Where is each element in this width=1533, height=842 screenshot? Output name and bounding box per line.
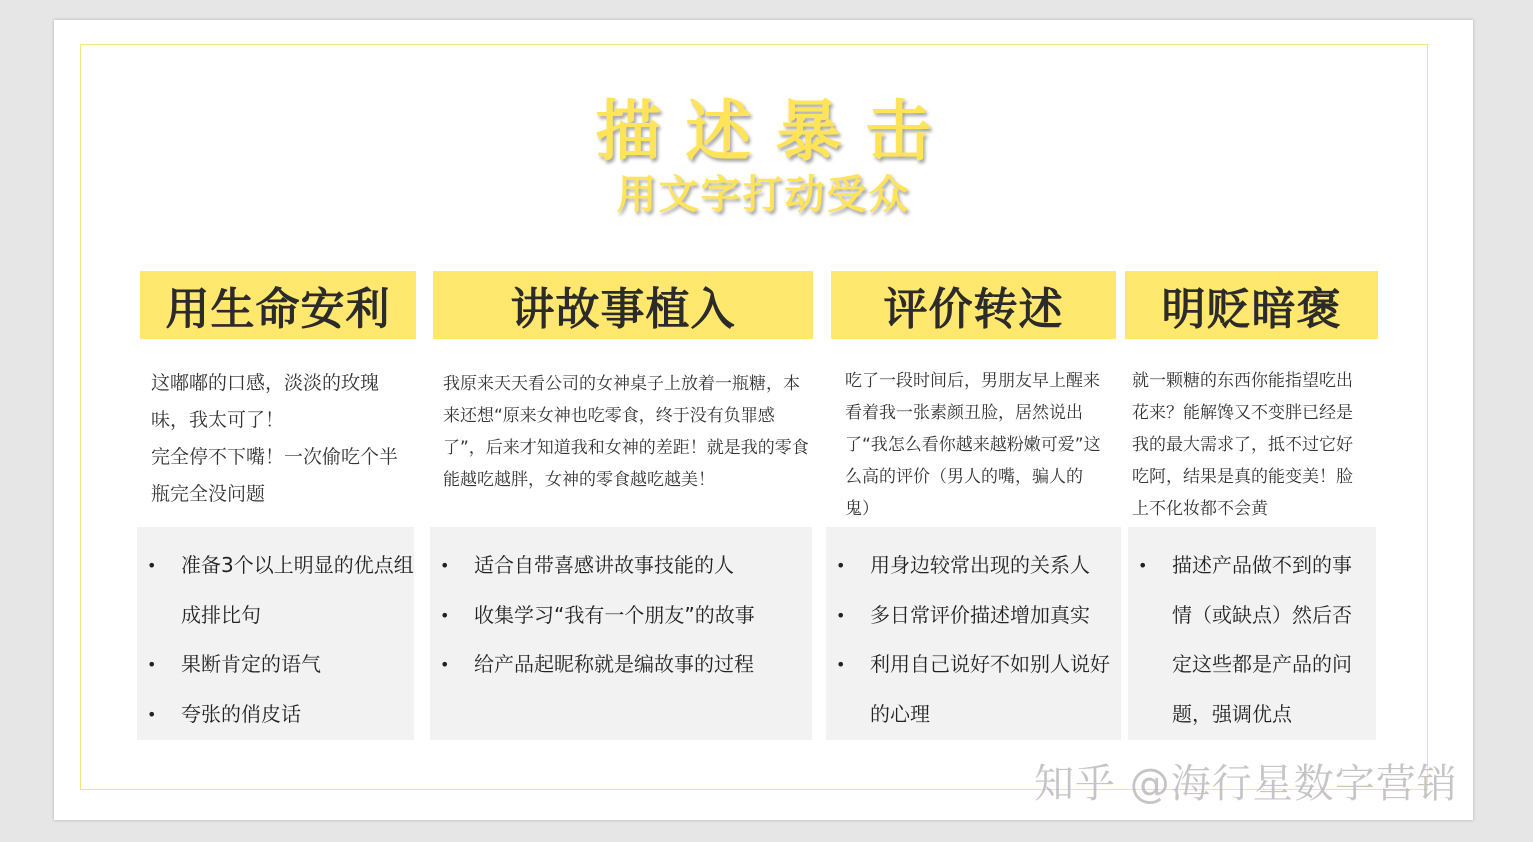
slide-title: 描述暴击 bbox=[595, 93, 956, 170]
column-description bbox=[443, 368, 809, 496]
column-heading: 明贬暗褒 bbox=[1125, 271, 1378, 339]
tip-item: • 利用自己说好不如别人说好的心理 bbox=[826, 640, 1121, 739]
column-tips-box bbox=[430, 527, 812, 740]
description-line: 吃了一段时间后，男朋友早上醒来看着我一张素颜丑脸，居然说出了“我怎么看你越来越粉嫩可爱”这么高的评价（男人的嘴，骗人的鬼） bbox=[845, 371, 1101, 519]
tip-item: • 果断肯定的语气 bbox=[137, 640, 414, 690]
column-tips-box bbox=[826, 527, 1121, 740]
description-line: 我原来天天看公司的女神桌子上放着一瓶糖，本来还想“原来女神也吃零食，终于没有负罪感了”，后来才知道我和女神的差距！就是我的零食能越吃越胖，女神的零食越吃越美！ bbox=[443, 374, 809, 490]
description-line: 就一颗糖的东西你能指望吃出花来？能解馋又不变胖已经是我的最大需求了，抵不过它好吃阿，结果是真的能变美！脸上不化妆都不会黄 bbox=[1132, 371, 1353, 519]
column-tips-box bbox=[1128, 527, 1376, 740]
column-tips-box bbox=[137, 527, 414, 740]
column-heading: 用生命安利 bbox=[140, 271, 416, 339]
slide-subtitle: 用文字打动受众 bbox=[616, 172, 911, 218]
watermark: 知乎 @海行星数字营销 bbox=[1034, 761, 1458, 807]
column-description bbox=[151, 365, 409, 513]
description-line: 完全停不下嘴！一次偷吃个半瓶完全没问题 bbox=[151, 446, 399, 505]
column-heading: 讲故事植入 bbox=[433, 271, 813, 339]
column-description bbox=[845, 365, 1103, 525]
column-description bbox=[1132, 365, 1368, 525]
column-heading: 评价转述 bbox=[831, 271, 1116, 339]
tip-item: • 适合自带喜感讲故事技能的人 bbox=[430, 541, 812, 591]
tip-item: • 准备3个以上明显的优点组成排比句 bbox=[137, 541, 414, 640]
tip-item: • 描述产品做不到的事情（或缺点）然后否定这些都是产品的问题，强调优点 bbox=[1128, 541, 1376, 739]
tip-item: • 多日常评价描述增加真实 bbox=[826, 591, 1121, 641]
tip-item: • 夸张的俏皮话 bbox=[137, 690, 414, 740]
tip-item: • 收集学习“我有一个朋友”的故事 bbox=[430, 591, 812, 641]
tip-item: • 用身边较常出现的关系人 bbox=[826, 541, 1121, 591]
description-line: 这嘟嘟的口感，淡淡的玫瑰味，我太可了！ bbox=[151, 372, 380, 431]
tip-item: • 给产品起昵称就是编故事的过程 bbox=[430, 640, 812, 690]
